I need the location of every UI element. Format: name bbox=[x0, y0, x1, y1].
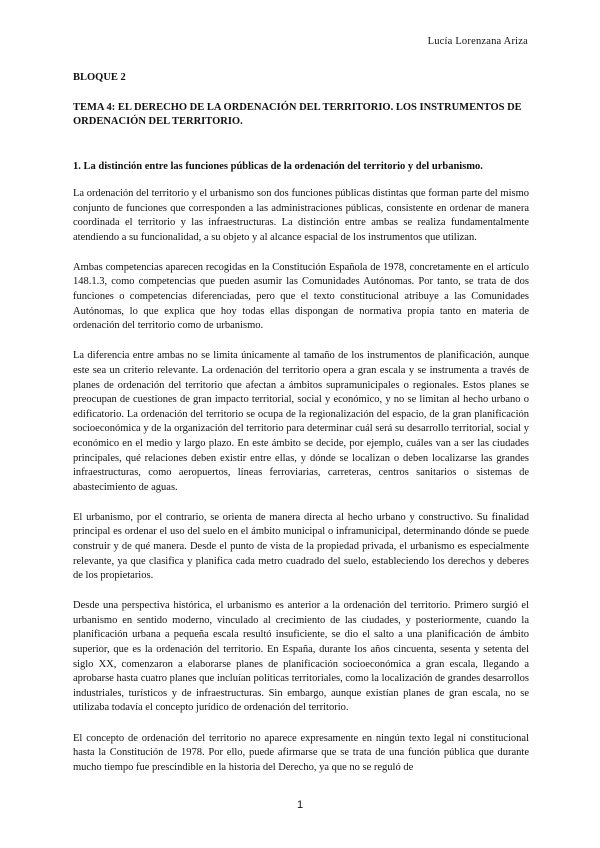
document-body bbox=[73, 72, 529, 791]
section-heading: 1. La distinción entre las funciones públicas de la ordenación del territorio y del urbanismo. bbox=[73, 161, 483, 172]
author-header: Lucía Lorenzana Ariza bbox=[427, 36, 528, 47]
paragraph: Ambas competencias aparecen recogidas en la Constitución Española de 1978, concretamente en el artículo 148.1.3, como competencias que pueden asumir las Comunidades Autónomas. Por tanto, se trata de dos funciones o competencias diferenciadas, pero que el texto constitucional atribuye a las Comunidades Autónomas, lo que explica que hoy todas ellas dispongan de normativa propia tanto en materia de ordenación del territorio como de urbanismo. bbox=[73, 261, 529, 332]
paragraph: El urbanismo, por el contrario, se orienta de manera directa al hecho urbano y constructivo. Su finalidad principal es ordenar el uso del suelo en el ámbito municipal o inframunicipal, determinando dónde se puede construir y de qué manera. Desde el punto de vista de la propiedad privada, el urbanismo es especialmente relevante, ya que clasifica y planifica cada metro cuadrado del suelo, estableciendo los derechos y deberes de los propietarios. bbox=[73, 511, 529, 582]
page-number: 1 bbox=[296, 799, 304, 811]
tema-title: TEMA 4: EL DERECHO DE LA ORDENACIÓN DEL TERRITORIO. LOS INSTRUMENTOS DE ORDENACIÓN DEL TERRITORIO. bbox=[73, 102, 522, 127]
paragraph: Desde una perspectiva histórica, el urbanismo es anterior a la ordenación del territorio. Primero surgió el urbanismo en sentido moderno, vinculado al crecimiento de las ciudades, y posteriormente, cuando la planificación urbana a pequeña escala resultó insuficiente, se dio el salto a una planificación de ámbito superior, que es la ordenación del territorio. En España, durante los años cincuenta, sesenta y setenta del siglo XX, comenzaron a elaborarse planes de planificación socioeconómica a gran escala, llegando a aprobarse hasta cuatro planes que incluían políticas territoriales, como la localización de grandes desarrollos industriales, turísticos y de infraestructuras. Sin embargo, aunque existían planes de gran escala, no se utilizaba todavía el concepto jurídico de ordenación del territorio. bbox=[73, 600, 529, 714]
paragraph: La ordenación del territorio y el urbanismo son dos funciones públicas distintas que forman parte del mismo conjunto de funciones que corresponden a las administraciones públicas, consistente en ordenar de manera coordinada el territorio y las infraestructuras. La distinción entre ambas se realiza fundamentalmente atendiendo a su funcionalidad, a su objeto y al alcance espacial de los instrumentos que utilizan. bbox=[73, 188, 529, 243]
paragraph: La diferencia entre ambas no se limita únicamente al tamaño de los instrumentos de planificación, aunque este sea un criterio relevante. La ordenación del territorio opera a gran escala y se instrumenta a través de planes de ordenación del territorio que afectan a ámbitos supramunicipales o regionales. Estos planes se preocupan de cuestiones de gran impacto territorial, social y económico, y no se limitan al hecho urbano o edificatorio. La ordenación del territorio se ocupa de la regionalización del espacio, de la gran planificación socioeconómica y de la organización del territorio para determinar cuál será su desarrollo territorial, social y económico en el medio y largo plazo. En este ámbito se decide, por ejemplo, cuáles van a ser las ciudades principales, qué relaciones deben existir entre ellas, y dónde se localizan o deben localizarse las grandes infraestructuras, como aeropuertos, líneas ferroviarias, carreteras, centros sanitarios o sistemas de abastecimiento de aguas. bbox=[73, 350, 529, 493]
bloque-heading: BLOQUE 2 bbox=[73, 72, 126, 83]
paragraph: El concepto de ordenación del territorio no aparece expresamente en ningún texto legal ni constitucional hasta la Constitución de 1978. Por ello, puede afirmarse que se trata de una función pública que durante mucho tiempo fue prescindible en la historia del Derecho, ya que no se reguló de bbox=[73, 732, 529, 773]
